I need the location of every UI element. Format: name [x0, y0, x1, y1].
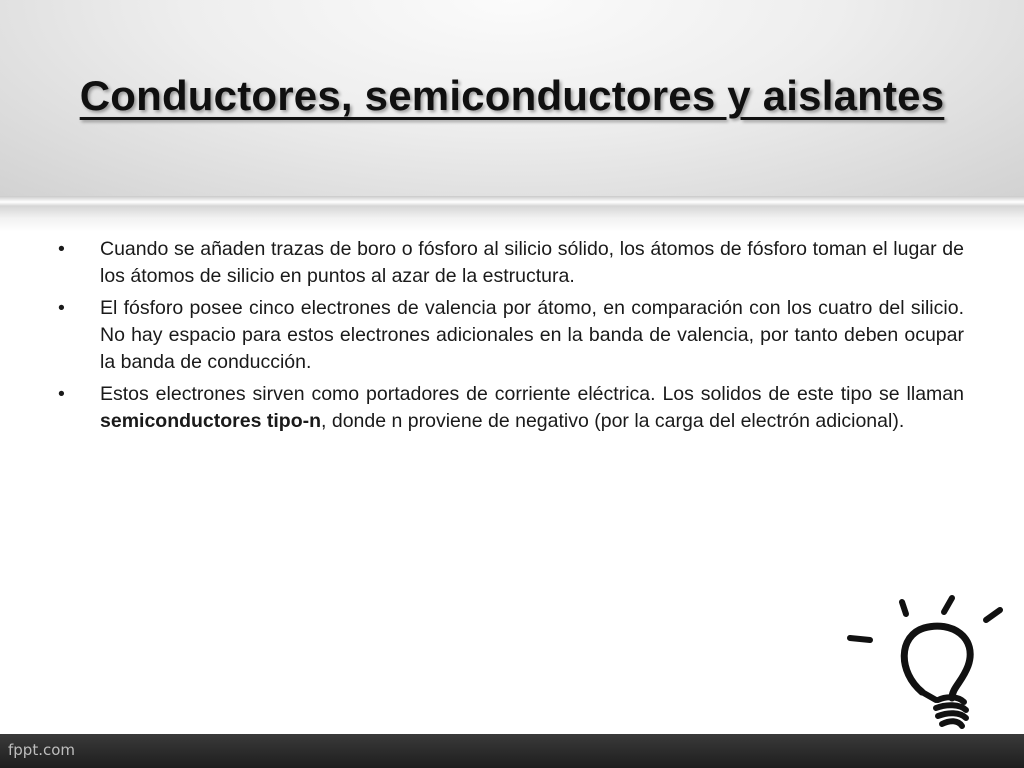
footer-bar — [0, 734, 1024, 768]
lightbulb-icon — [840, 588, 1020, 738]
bullet-text-part: El fósforo posee cinco electrones de valencia por átomo, en comparación con los cuatro del silicio. No hay espacio para estos electrones adicionales en la banda de valencia, por tanto deben ocupar la banda de conducción. — [100, 297, 964, 373]
bold-term: semiconductores tipo-n — [100, 410, 322, 432]
slide-title: Conductores, semiconductores y aislantes — [79, 72, 945, 119]
bullet-text — [100, 297, 964, 373]
bullet-text-part: Estos electrones sirven como portadores de corriente eléctrica. Los solidos de este tipo se llaman — [100, 383, 964, 405]
header-divider — [0, 196, 1024, 232]
bullet-text-part: Cuando se añaden trazas de boro o fósforo al silicio sólido, los átomos de fósforo toman el lugar de los átomos de silicio en puntos al azar de la estructura. — [100, 238, 964, 287]
bullet-marker: • — [58, 238, 65, 260]
bullet-marker: • — [58, 383, 65, 405]
bullet-list — [58, 236, 964, 435]
bullet-text — [100, 383, 964, 432]
footer-brand: fppt.com — [8, 741, 76, 759]
bullet-marker: • — [58, 297, 65, 319]
bullet-text — [100, 238, 964, 287]
bullet-item — [58, 381, 964, 435]
bullet-text-part: , donde n proviene de negativo (por la carga del electrón adicional). — [321, 410, 905, 432]
bullet-item — [58, 295, 964, 376]
slide-content — [58, 236, 964, 440]
bullet-item — [58, 236, 964, 290]
